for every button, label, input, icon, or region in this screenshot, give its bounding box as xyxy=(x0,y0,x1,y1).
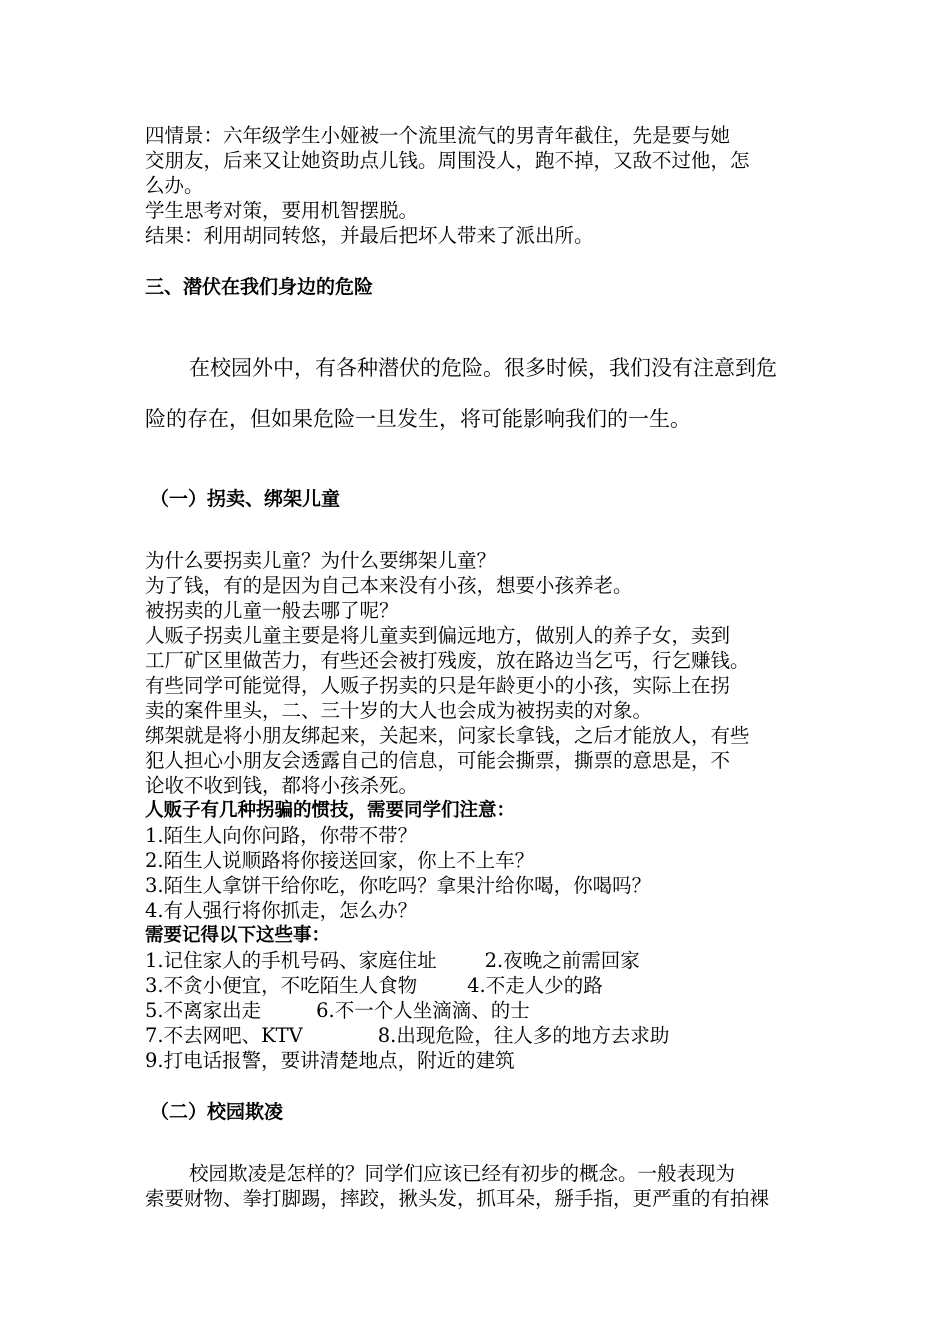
remember-row xyxy=(145,998,750,1023)
sub1-line: 被拐卖的儿童一般去哪了呢？ xyxy=(145,599,399,622)
remember-item: 4.不走人少的路 xyxy=(467,974,603,997)
remember-item: 9.打电话报警，要讲清楚地点，附近的建筑 xyxy=(145,1049,515,1072)
intro-line: 结果：利用胡同转悠，并最后把坏人带来了派出所。 xyxy=(145,224,594,247)
trick-item: 2.陌生人说顺路将你接送回家，你上不上车？ xyxy=(145,849,535,872)
section3-para-line2: 险的存在，但如果危险一旦发生，将可能影响我们的一生。 xyxy=(145,407,691,431)
remember-item: 8.出现危险，往人多的地方去求助 xyxy=(377,1024,670,1047)
remember-item: 1.记住家人的手机号码、家庭住址 xyxy=(145,949,437,972)
remember-row xyxy=(145,948,750,973)
remember-item: 7.不去网吧、KTV xyxy=(145,1024,303,1047)
sub1-body xyxy=(145,548,750,1073)
sub2-line: 索要财物、拳打脚踢，摔跤，揪头发，抓耳朵，掰手指，更严重的有拍裸 xyxy=(145,1187,770,1210)
sub1-line: 犯人担心小朋友会透露自己的信息，可能会撕票，撕票的意思是，不 xyxy=(145,749,731,772)
trick-item: 3.陌生人拿饼干给你吃，你吃吗？拿果汁给你喝，你喝吗？ xyxy=(145,874,652,897)
sub2-line: 校园欺凌是怎样的？同学们应该已经有初步的概念。一般表现为 xyxy=(189,1162,736,1185)
section3-para-line1: 在校园外中，有各种潜伏的危险。很多时候，我们没有注意到危 xyxy=(189,356,777,380)
sub1-line: 工厂矿区里做苦力，有些还会被打残废，放在路边当乞丐，行乞赚钱。 xyxy=(145,649,750,672)
sub1-line: 人贩子拐卖儿童主要是将儿童卖到偏远地方，做别人的养子女，卖到 xyxy=(145,624,731,647)
remember-item: 6.不一个人坐滴滴、的士 xyxy=(316,999,530,1022)
sub2-heading: （二）校园欺凌 xyxy=(150,1101,284,1123)
sub1-line: 论收不收到钱，都将小孩杀死。 xyxy=(145,774,419,797)
section3-heading: 三、潜伏在我们身边的危险 xyxy=(145,276,374,298)
sub1-line: 绑架就是将小朋友绑起来，关起来，问家长拿钱，之后才能放人，有些 xyxy=(145,724,750,747)
remember-heading: 需要记得以下这些事： xyxy=(145,925,331,946)
remember-item: 5.不离家出走 xyxy=(145,999,262,1022)
remember-row xyxy=(145,1048,750,1073)
sub1-line: 有些同学可能觉得，人贩子拐卖的只是年龄更小的小孩，实际上在拐 xyxy=(145,674,731,697)
remember-row xyxy=(145,973,750,998)
tricks-heading: 人贩子有几种拐骗的惯技，需要同学们注意： xyxy=(145,800,516,821)
sub1-line: 卖的案件里头，二、三十岁的大人也会成为被拐卖的对象。 xyxy=(145,699,653,722)
intro-line: 交朋友，后来又让她资助点儿钱。周围没人，跑不掉，又敌不过他，怎 xyxy=(145,149,750,172)
sub1-heading: （一）拐卖、绑架儿童 xyxy=(150,488,341,510)
trick-item: 1.陌生人向你问路，你带不带？ xyxy=(145,824,418,847)
sub1-line: 为了钱，有的是因为自己本来没有小孩，想要小孩养老。 xyxy=(145,574,633,597)
remember-item: 3.不贪小便宜，不吃陌生人食物 xyxy=(145,974,418,997)
remember-item: 2.夜晚之前需回家 xyxy=(484,949,640,972)
remember-row xyxy=(145,1023,750,1048)
intro-line: 四情景：六年级学生小娅被一个流里流气的男青年截住，先是要与她 xyxy=(145,124,731,147)
intro-block xyxy=(145,123,750,248)
sub1-line: 为什么要拐卖儿童？为什么要绑架儿童？ xyxy=(145,549,497,572)
intro-line: 么办。 xyxy=(145,174,204,197)
intro-line: 学生思考对策，要用机智摆脱。 xyxy=(145,199,419,222)
trick-item: 4.有人强行将你抓走，怎么办？ xyxy=(145,899,418,922)
